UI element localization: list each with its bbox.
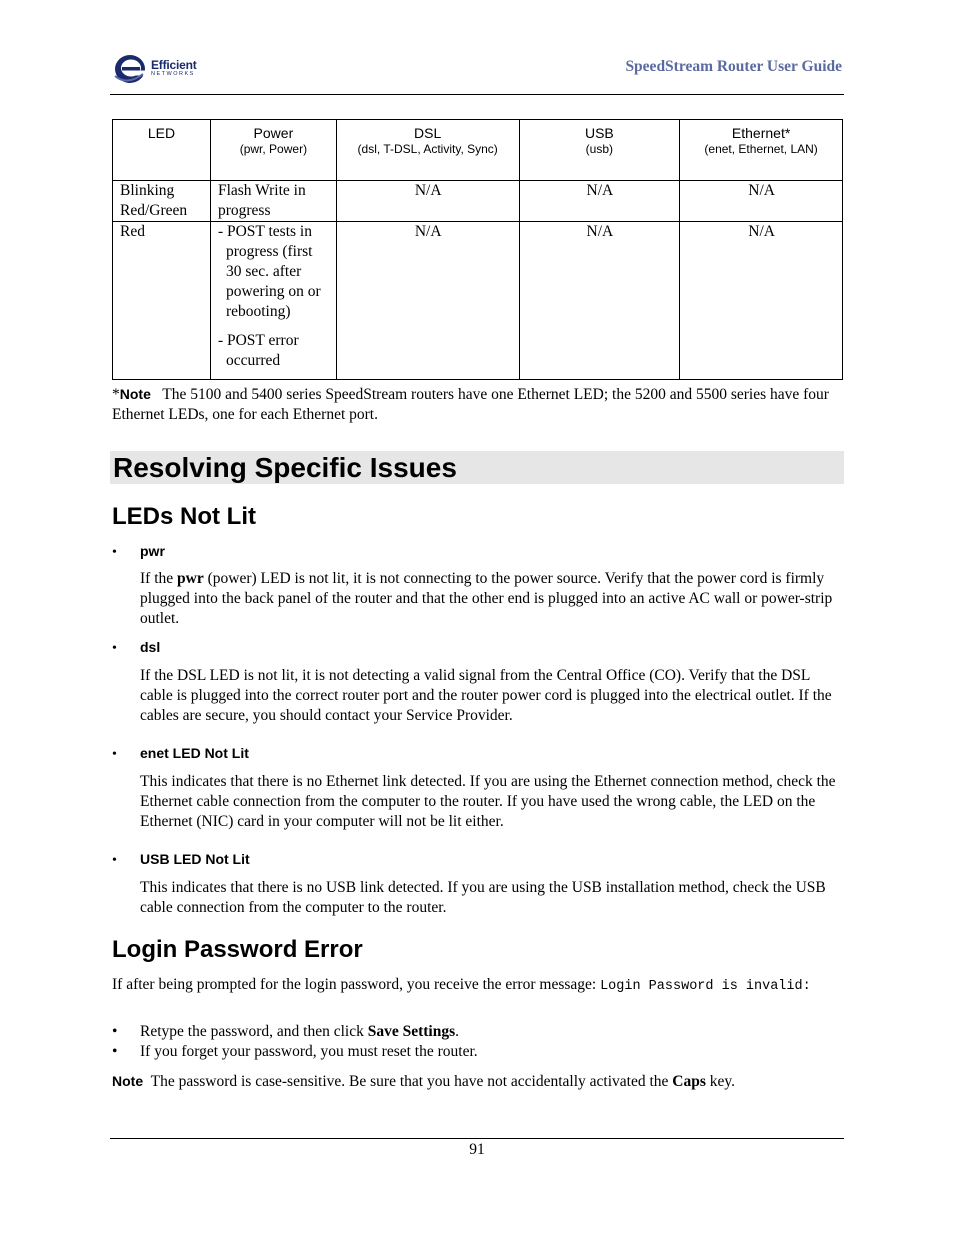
note-label: Note	[112, 1073, 144, 1089]
login-intro: If after being prompted for the login password, you receive the error message: Login Password is invalid:	[112, 976, 811, 994]
cell-dsl: N/A	[336, 222, 519, 380]
cell-led: Blinking Red/Green	[113, 181, 211, 222]
note-label: Note	[119, 386, 151, 402]
col-header-led: LED	[113, 120, 211, 181]
bullet-pwr: • pwr	[112, 543, 165, 560]
cell-dsl: N/A	[336, 181, 519, 222]
cell-usb: N/A	[519, 222, 680, 380]
login-note: Note The password is case-sensitive. Be sure that you have not accidentally activated the Caps key.	[112, 1073, 736, 1090]
logo-e-icon	[113, 52, 149, 86]
cell-power	[210, 222, 336, 380]
efficient-networks-logo	[113, 52, 223, 86]
header-rule	[110, 94, 844, 95]
cell-ethernet: N/A	[680, 181, 843, 222]
power-status-list	[218, 222, 330, 371]
error-message: Login Password is invalid	[600, 979, 803, 994]
col-header-ethernet: Ethernet* (enet, Ethernet, LAN)	[680, 120, 843, 181]
bullet-dsl: • dsl	[112, 639, 161, 656]
col-header-power: Power (pwr, Power)	[210, 120, 336, 181]
list-item: - POST error occurred	[217, 332, 299, 369]
logo-subtitle: NETWORKS	[151, 71, 195, 77]
table-header-row	[113, 120, 843, 181]
cell-usb: N/A	[519, 181, 680, 222]
cell-led: Red	[113, 222, 211, 380]
table-row	[113, 222, 843, 380]
table-footnote: *Note The 5100 and 5400 series SpeedStream routers have one Ethernet LED; the 5200 and 5500 series have four Ethernet LEDs, one for each Ethernet port.	[112, 386, 829, 423]
col-header-usb: USB (usb)	[519, 120, 680, 181]
page-number: 91	[469, 1141, 485, 1158]
section-title: Resolving Specific Issues	[113, 452, 457, 483]
bullet-enet: • enet LED Not Lit	[112, 745, 249, 762]
usb-paragraph: This indicates that there is no USB link detected. If you are using the USB installation method, check the USB cable connection from the computer to the router.	[140, 879, 826, 916]
logo-wordmark: Efficient	[151, 58, 197, 72]
login-error-heading: Login Password Error	[112, 936, 363, 963]
col-header-dsl: DSL (dsl, T-DSL, Activity, Sync)	[336, 120, 519, 181]
cell-power: Flash Write in progress	[210, 181, 336, 222]
cell-ethernet: N/A	[680, 222, 843, 380]
header-title: SpeedStream Router User Guide	[625, 58, 842, 75]
list-item: • If you forget your password, you must reset the router.	[112, 1043, 478, 1060]
enet-paragraph: This indicates that there is no Ethernet link detected. If you are using the Ethernet connection method, check the Ethernet cable connection from the computer to the router. If you have used the wrong cable, the LED on the Ethernet (NIC) card in your computer will not be lit either.	[140, 773, 836, 830]
table-row	[113, 181, 843, 222]
leds-not-lit-heading: LEDs Not Lit	[112, 503, 256, 530]
note-text: The 5100 and 5400 series SpeedStream routers have one Ethernet LED; the 5200 and 5500 series have four Ethernet LEDs, one for each Ethernet port.	[112, 386, 829, 423]
led-status-table	[112, 119, 843, 380]
bullet-usb: • USB LED Not Lit	[112, 851, 250, 868]
list-item: - POST tests in progress (first 30 sec. after powering on or rebooting)	[217, 223, 321, 320]
list-item: • Retype the password, and then click Save Settings.	[112, 1023, 459, 1040]
dsl-paragraph: If the DSL LED is not lit, it is not detecting a valid signal from the Central Office (CO). Verify that the DSL cable is plugged into the correct router port and the router power cord is plugged into the electrical outlet. If the cables are secure, you should contact your Service Provider.	[140, 667, 832, 724]
pwr-paragraph: If the pwr (power) LED is not lit, it is not connecting to the power source. Verify that the power cord is firmly plugged into the back panel of the router and that the other end is plugged into an active AC wall or power-strip outlet.	[140, 570, 833, 627]
footer-rule	[110, 1138, 844, 1139]
